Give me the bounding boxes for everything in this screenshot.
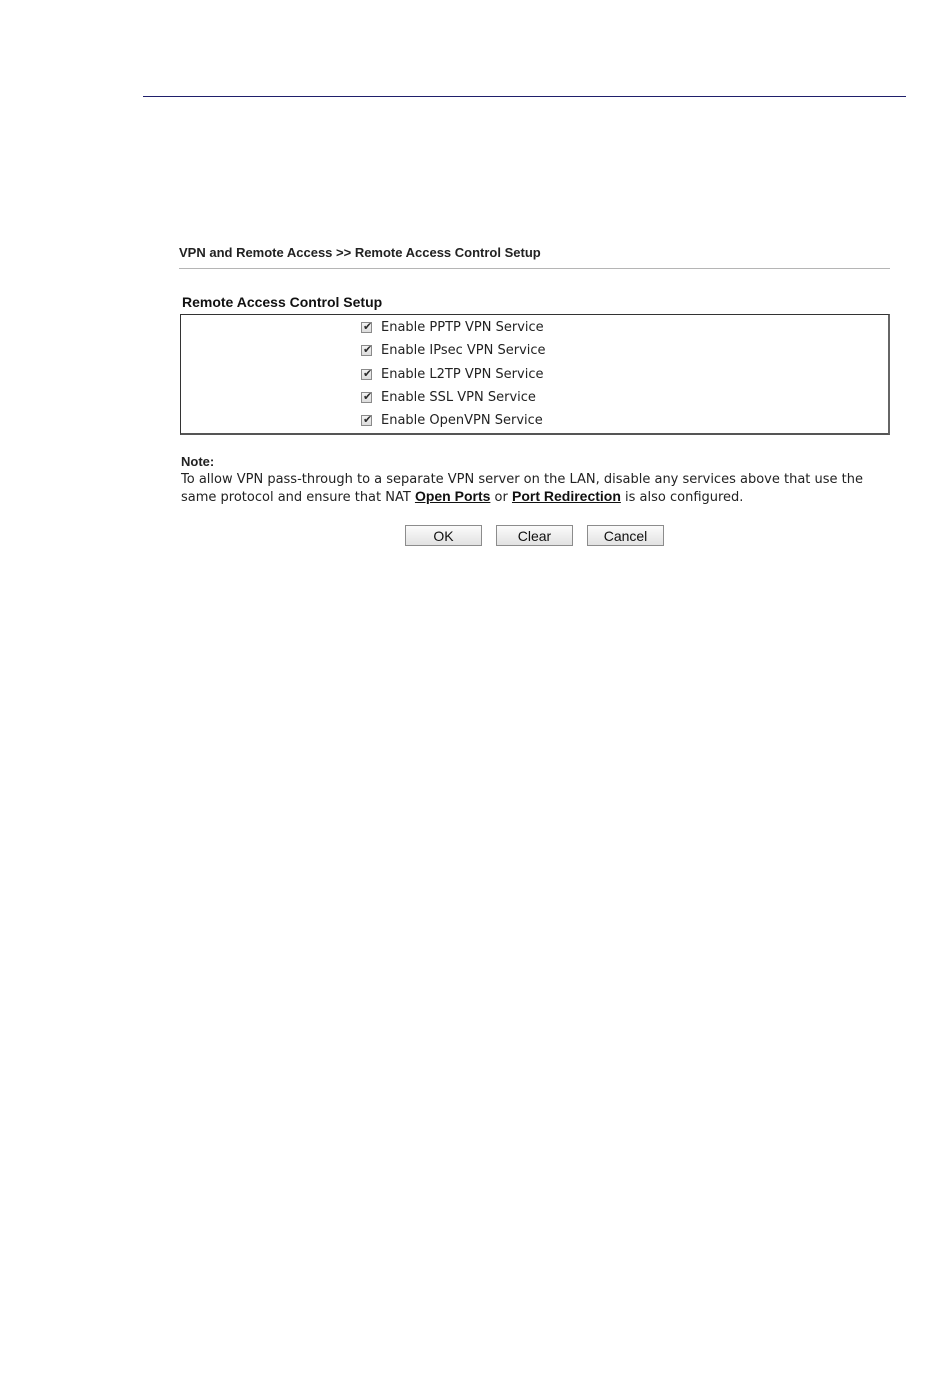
pptp-service-option[interactable]: [361, 317, 544, 337]
l2tp-service-option[interactable]: [361, 364, 543, 384]
note-text-part3: is also configured.: [620, 490, 744, 505]
note-text-part1: To allow VPN pass-through to a separate VPN server on the LAN, disable any services above that use the same protocol and ensure that NAT: [181, 472, 863, 505]
note-title: Note:: [181, 454, 215, 469]
check-icon: ✔: [363, 412, 373, 426]
open-ports-link[interactable]: Open Ports: [414, 488, 491, 504]
cancel-button[interactable]: Cancel: [587, 525, 664, 546]
clear-button[interactable]: Clear: [496, 525, 573, 546]
l2tp-service-checkbox[interactable]: [361, 366, 373, 380]
ipsec-service-option[interactable]: [361, 340, 546, 360]
ipsec-service-checkbox[interactable]: [361, 342, 373, 356]
l2tp-service-label: Enable L2TP VPN Service: [381, 366, 544, 382]
note-text: [181, 471, 891, 506]
pptp-service-checkbox[interactable]: [361, 319, 373, 333]
openvpn-service-label: Enable OpenVPN Service: [381, 412, 543, 428]
check-icon: ✔: [363, 319, 373, 333]
ssl-service-checkbox[interactable]: [361, 389, 373, 403]
breadcrumb: VPN and Remote Access >> Remote Access Control Setup: [179, 245, 541, 260]
ok-button[interactable]: OK: [405, 525, 482, 546]
top-divider: [143, 96, 906, 97]
ssl-service-option[interactable]: [361, 387, 536, 407]
breadcrumb-divider: [179, 268, 890, 269]
pptp-service-label: Enable PPTP VPN Service: [381, 319, 544, 335]
check-icon: ✔: [363, 366, 373, 380]
section-title: Remote Access Control Setup: [182, 294, 383, 310]
openvpn-service-checkbox[interactable]: [361, 412, 373, 426]
port-redirection-link[interactable]: Port Redirection: [511, 488, 621, 504]
note-text-part2: or: [490, 490, 512, 505]
check-icon: ✔: [363, 389, 373, 403]
ipsec-service-label: Enable IPsec VPN Service: [381, 342, 546, 358]
ssl-service-label: Enable SSL VPN Service: [381, 389, 536, 405]
check-icon: ✔: [363, 342, 373, 356]
openvpn-service-option[interactable]: [361, 410, 543, 430]
